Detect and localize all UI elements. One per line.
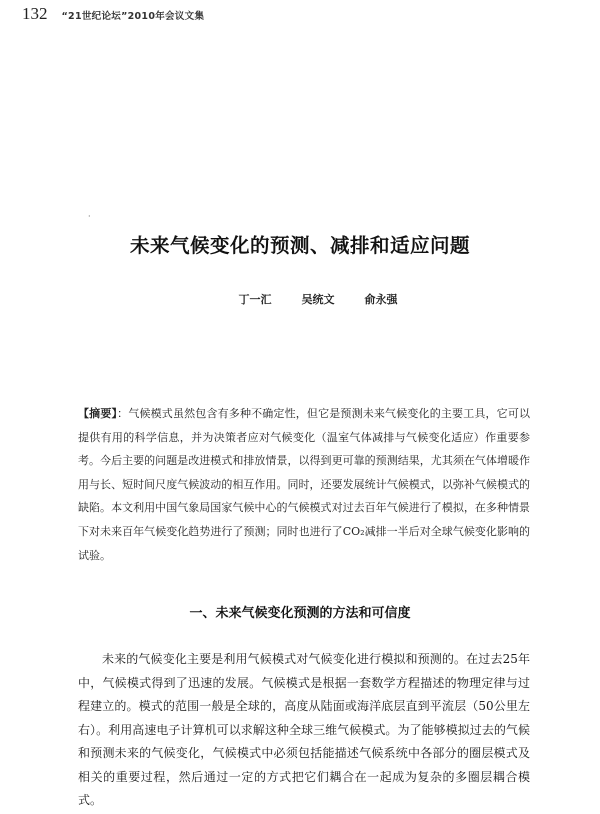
page-number: 132 <box>22 4 48 23</box>
margin-mark: · <box>88 212 91 221</box>
abstract <box>78 402 530 567</box>
abstract-text: ：气候模式虽然包含有多种不确定性，但它是预测未来气候变化的主要工具，它可以提供有用的科学信息，并为决策者应对气候变化（温室气体减排与气候变化适应）作重要参考。今后主要的问题是改进模式和排放情景，以得到更可靠的预测结果，尤其须在气体增暖作用与长、短时间尺度气候波动的相互作用。同时，还要发展统计气候模式，以弥补气候模式的缺陷。本文利用中国气象局国家气候中心的气候模式对过去百年气候进行了模拟，在多种情景下对未来百年气候变化趋势进行了预测；同时也进行了CO₂减排一半后对全球气候变化影响的试验。 <box>78 407 531 562</box>
body-paragraph: 未来的气候变化主要是利用气候模式对气候变化进行模拟和预测的。在过去25年中，气候模式得到了迅速的发展。气候模式是根据一套数学方程描述的物理定律与过程建立的。模式的范围一般是全球的，高度从陆面或海洋底层直到平流层（50公里左右）。利用高速电子计算机可以求解这种全球三维气候模式。为了能够模拟过去的气候和预测未来的气候变化，气候模式中必须包括能描述气候系统中各部分的圈层模式及相关的重要过程，然后通过一定的方式把它们耦合在一起成为复杂的多圈层耦合模式。 <box>78 652 530 807</box>
author-name: 吴统文 <box>301 293 335 306</box>
author-name: 俞永强 <box>364 293 398 306</box>
paper-title: 未来气候变化的预测、减排和适应问题 <box>129 234 470 257</box>
section-heading: 一、未来气候变化预测的方法和可信度 <box>189 606 411 621</box>
running-head <box>22 4 204 24</box>
abstract-label: 【摘要】 <box>78 407 118 420</box>
author-name: 丁一汇 <box>238 293 272 306</box>
author-list <box>0 291 600 307</box>
journal-title: “21世纪论坛”2010年会议文集 <box>61 11 205 22</box>
